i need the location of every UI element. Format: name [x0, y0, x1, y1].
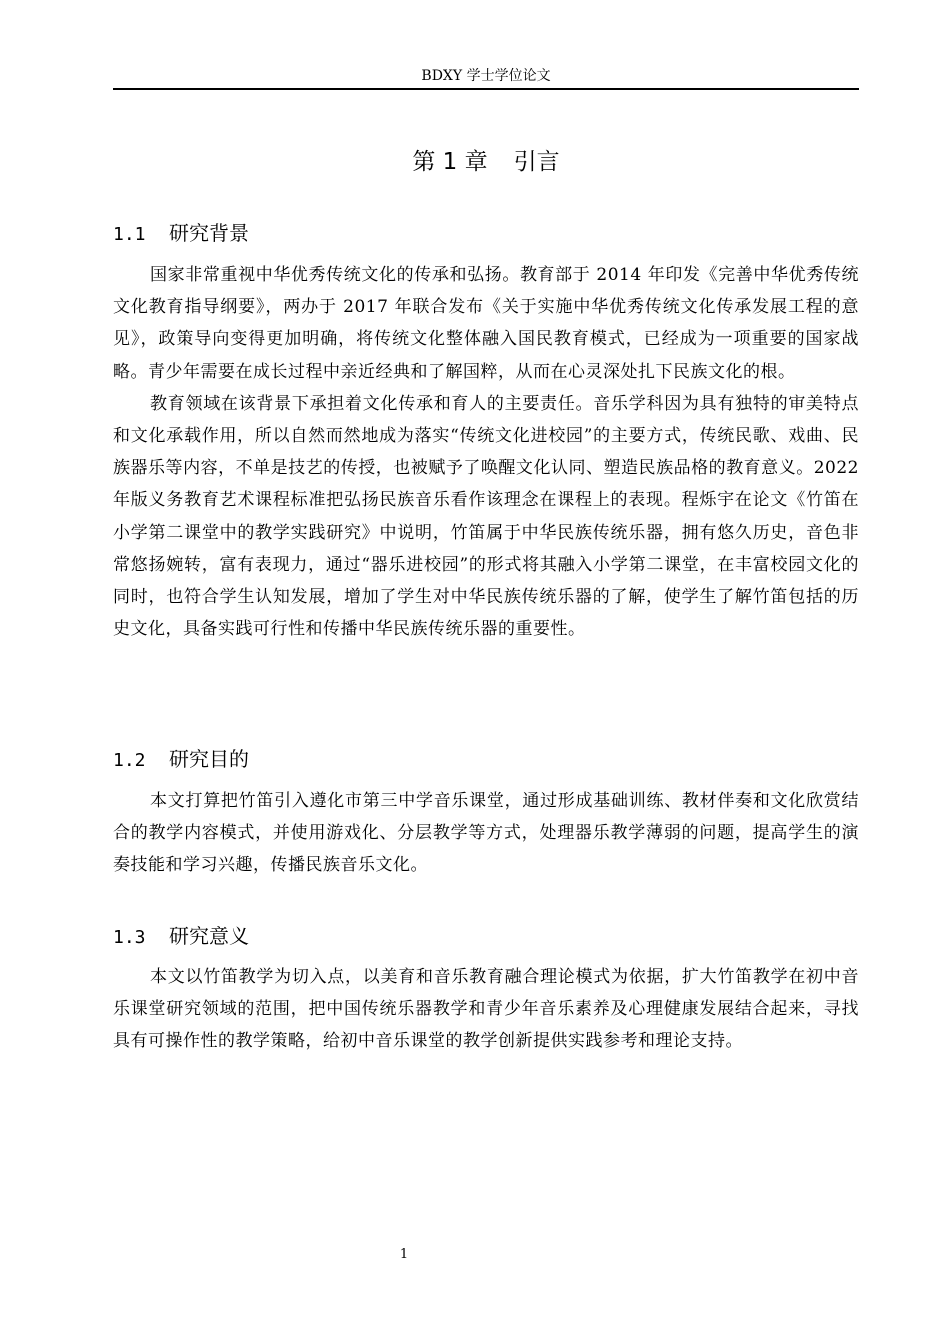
header-divider	[113, 88, 859, 90]
paragraph: 本文打算把竹笛引入遵化市第三中学音乐课堂，通过形成基础训练、教材伴奏和文化欣赏结合的教学内容模式，并使用游戏化、分层教学等方式，处理器乐教学薄弱的问题，提高学生的演奏技能和学习兴趣，传播民族音乐文化。	[113, 791, 859, 876]
section-body-1-2	[113, 785, 859, 882]
section-heading-1-2	[113, 745, 249, 775]
section-number: 1.1	[113, 224, 146, 245]
page-number: 1	[399, 1247, 409, 1262]
section-body-1-3	[113, 961, 859, 1058]
section-number: 1.2	[113, 750, 146, 771]
paragraph: 国家非常重视中华优秀传统文化的传承和弘扬。教育部于 2014 年印发《完善中华优秀传统文化教育指导纲要》，两办于 2017 年联合发布《关于实施中华优秀传统文化传承发展工程的意见》，政策导向变得更加明确，将传统文化整体融入国民教育模式，已经成为一项重要的国家战略。青少年需要在成长过程中亲近经典和了解国粹，从而在心灵深处扎下民族文化的根。	[113, 265, 859, 382]
section-title: 研究背景	[169, 221, 249, 245]
chapter-title-text: 引言	[513, 149, 560, 175]
section-title: 研究目的	[169, 747, 249, 771]
paragraph: 教育领域在该背景下承担着文化传承和育人的主要责任。音乐学科因为具有独特的审美特点和文化承载作用，所以自然而然地成为落实“传统文化进校园”的主要方式，传统民歌、戏曲、民族器乐等内容，不单是技艺的传授，也被赋予了唤醒文化认同、塑造民族品格的教育意义。2022 年版义务教育艺术课程标准把弘扬民族音乐看作该理念在课程上的表现。程烁宇在论文《竹笛在小学第二课堂中的教学实践研究》中说明，竹笛属于中华民族传统乐器，拥有悠久历史，音色非常悠扬婉转，富有表现力，通过“器乐进校园”的形式将其融入小学第二课堂，在丰富校园文化的同时，也符合学生认知发展，增加了学生对中华民族传统乐器的了解，使学生了解竹笛包括的历史文化，具备实践可行性和传播中华民族传统乐器的重要性。	[113, 393, 859, 640]
chapter-number: 第 1 章	[412, 149, 488, 175]
chapter-title	[113, 146, 859, 178]
page-header: BDXY 学士学位论文	[421, 68, 551, 84]
section-heading-1-1	[113, 219, 249, 249]
section-number: 1.3	[113, 927, 146, 948]
paragraph: 本文以竹笛教学为切入点，以美育和音乐教育融合理论模式为依据，扩大竹笛教学在初中音乐课堂研究领域的范围，把中国传统乐器教学和青少年音乐素养及心理健康发展结合起来，寻找具有可操作性的教学策略，给初中音乐课堂的教学创新提供实践参考和理论支持。	[113, 967, 859, 1052]
section-body-1-1	[113, 259, 859, 645]
section-heading-1-3	[113, 922, 249, 952]
section-title: 研究意义	[169, 924, 249, 948]
